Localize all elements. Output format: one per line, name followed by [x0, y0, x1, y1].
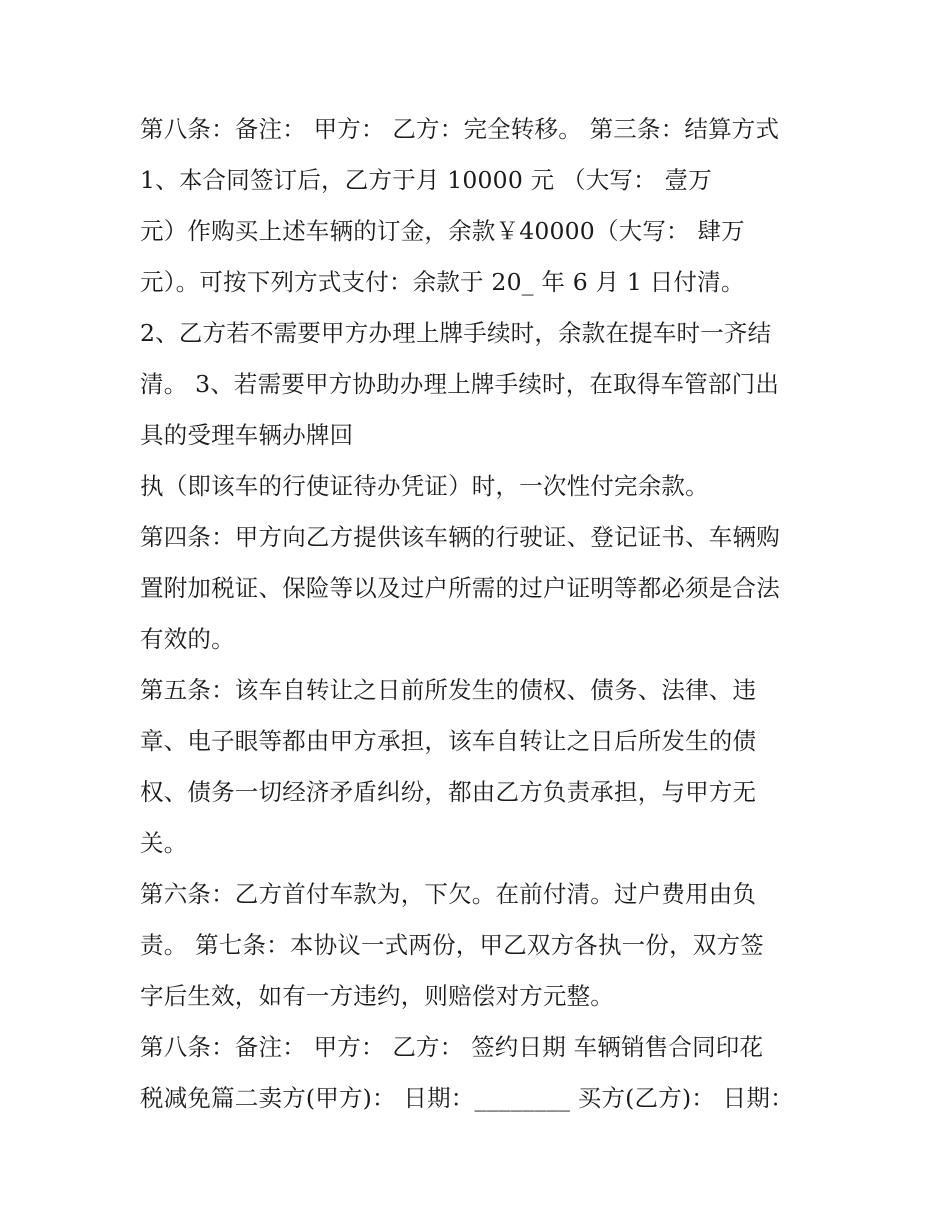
text-line: 第六条：乙方首付车款为，下欠。在前付清。过户费用由负: [140, 880, 757, 908]
text-line: 责。 第七条：本协议一式两份，甲乙双方各执一份，双方签: [140, 931, 764, 959]
text-line: 税减免篇二卖方(甲方)： 日期：________ 买方(乙方)： 日期：: [140, 1084, 794, 1112]
text-line: 第八条：备注： 甲方： 乙方：完全转移。 第三条：结算方式: [140, 115, 780, 143]
text-line: 第八条：备注： 甲方： 乙方： 签约日期 车辆销售合同印花: [140, 1033, 764, 1061]
text-line: 2、乙方若不需要甲方办理上牌手续时，余款在提车时一齐结: [140, 319, 772, 347]
text-line: 章、电子眼等都由甲方承担，该车自转让之日后所发生的债: [140, 727, 757, 755]
text-line: 有效的。: [140, 625, 235, 653]
text-line: 第五条：该车自转让之日前所发生的债权、债务、法律、违: [140, 676, 757, 704]
document-body: [140, 104, 830, 1124]
text-line: 第四条：甲方向乙方提供该车辆的行驶证、登记证书、车辆购: [140, 523, 780, 551]
text-line: 字后生效，如有一方违约，则赔偿对方元整。: [140, 982, 614, 1010]
text-line: 关。: [140, 829, 188, 857]
text-line: 置附加税证、保险等以及过户所需的过户证明等都必须是合法: [140, 574, 780, 602]
text-line: 元）作购买上述车辆的订金，余款￥40000（大写： 肆万: [140, 217, 745, 245]
text-line: 执（即该车的行使证待办凭证）时，一次性付完余款。: [140, 472, 709, 500]
text-line: 具的受理车辆办牌回: [140, 421, 354, 449]
text-line: 权、债务一切经济矛盾纠纷，都由乙方负责承担，与甲方无: [140, 778, 757, 806]
text-line: 1、本合同签订后，乙方于月 10000 元 （大写： 壹万: [140, 166, 712, 194]
text-line: 元）。可按下列方式支付：余款于 20_ 年 6 月 1 日付清。: [140, 268, 745, 296]
text-line: 清。 3、若需要甲方协助办理上牌手续时，在取得车管部门出: [140, 370, 780, 398]
